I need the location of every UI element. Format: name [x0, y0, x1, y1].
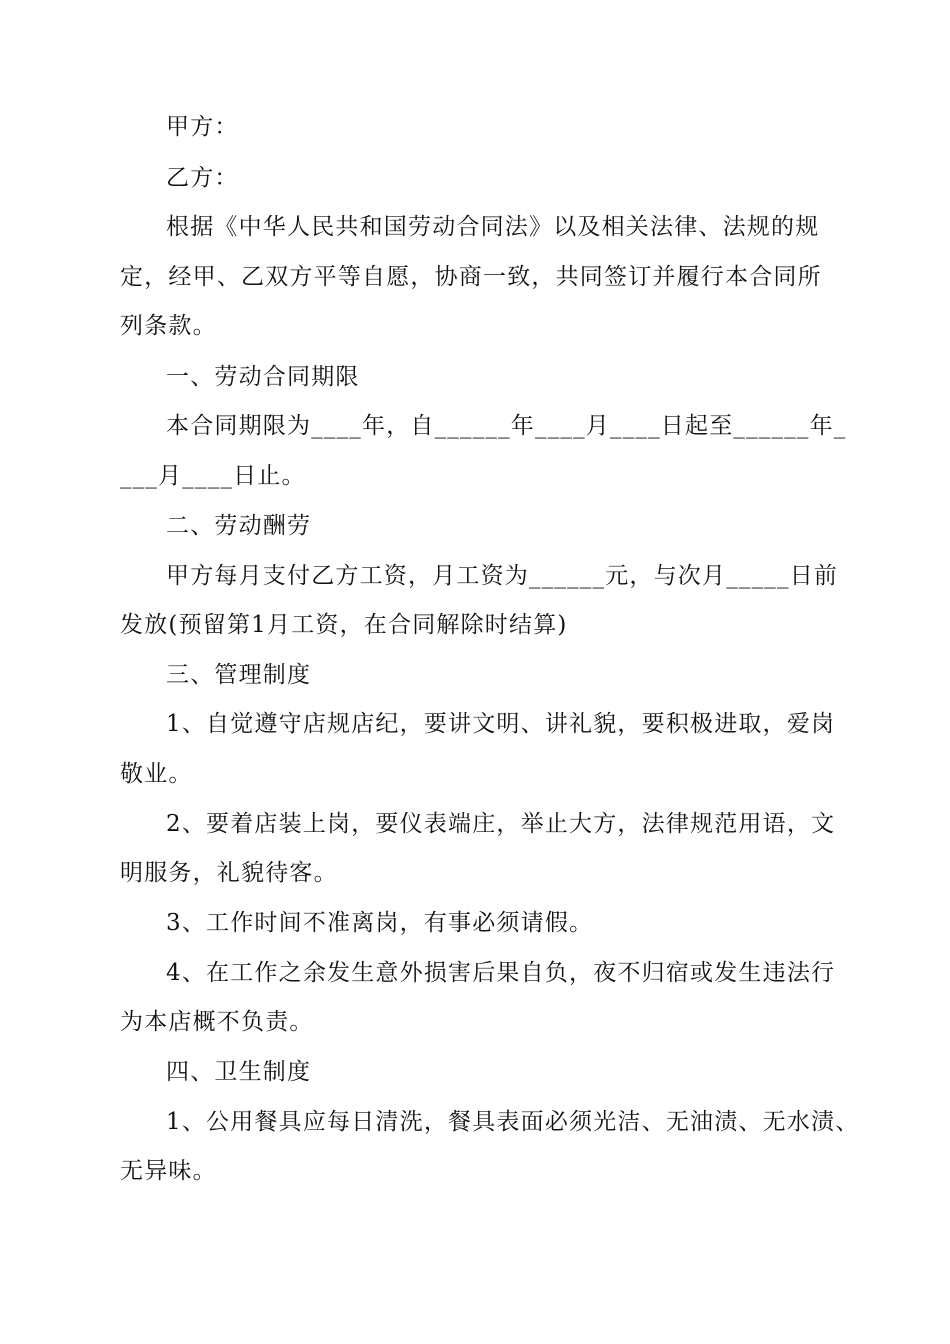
rule-1-line-1: 1、自觉遵守店规店纪，要讲文明、讲礼貌，要积极进取，爱岗	[166, 711, 836, 737]
hygiene-1-line-1: 1、公用餐具应每日清洗，餐具表面必须光洁、无油渍、无水渍、	[166, 1109, 860, 1135]
rule-4-line-1: 4、在工作之余发生意外损害后果自负，夜不归宿或发生违法行	[166, 960, 836, 986]
rule-2-line-1: 2、要着店装上岗，要仪表端庄，举止大方，法律规范用语，文	[166, 811, 836, 837]
rule-1-line-2: 敬业。	[120, 761, 193, 787]
party-a-label: 甲方：	[166, 114, 239, 140]
term-line-1: 本合同期限为____年，自______年____月____日起至______年_	[166, 413, 847, 439]
section-4-heading: 四、卫生制度	[166, 1059, 312, 1085]
section-1-heading: 一、劳动合同期限	[166, 364, 360, 390]
preamble-line-2: 定，经甲、乙双方平等自愿，协商一致，共同签订并履行本合同所	[120, 264, 822, 290]
hygiene-1-line-2: 无异味。	[120, 1158, 217, 1184]
preamble-line-3: 列条款。	[120, 313, 217, 339]
pay-line-2: 发放(预留第1月工资，在合同解除时结算)	[120, 612, 568, 638]
rule-3-line-1: 3、工作时间不准离岗，有事必须请假。	[166, 910, 594, 936]
rule-4-line-2: 为本店概不负责。	[120, 1009, 314, 1035]
rule-2-line-2: 明服务，礼貌待客。	[120, 860, 338, 886]
section-2-heading: 二、劳动酬劳	[166, 513, 312, 539]
term-line-2: ___月____日止。	[120, 463, 306, 489]
party-b-label: 乙方：	[166, 165, 239, 191]
preamble-line-1: 根据《中华人民共和国劳动合同法》以及相关法律、法规的规	[166, 214, 820, 240]
pay-line-1: 甲方每月支付乙方工资，月工资为______元，与次月_____日前	[166, 563, 839, 589]
section-3-heading: 三、管理制度	[166, 662, 312, 688]
